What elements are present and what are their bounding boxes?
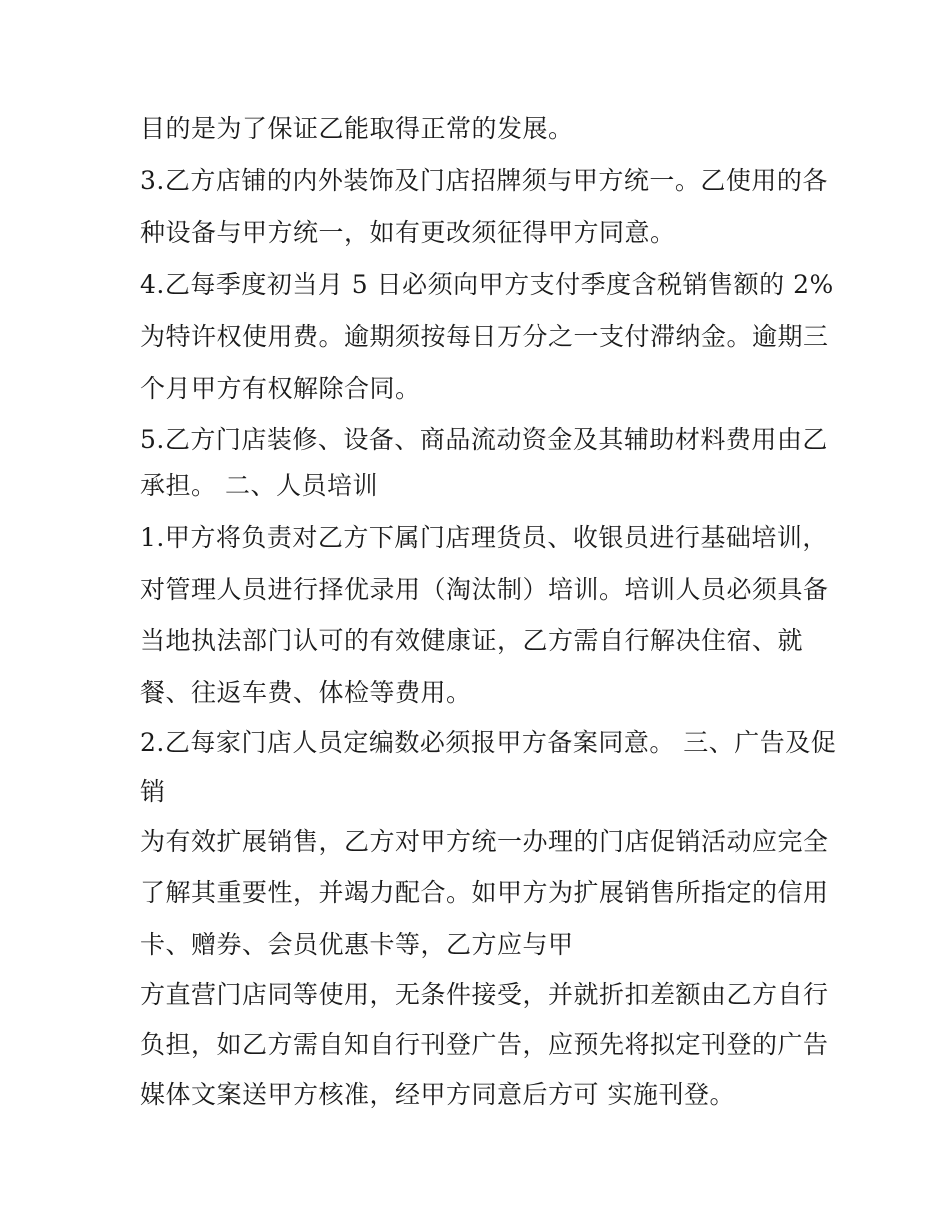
text-line: 种设备与甲方统一，如有更改须征得甲方同意。 — [140, 218, 676, 247]
text-line: 销 — [140, 777, 166, 806]
text-line: 承担。 二、人员培训 — [140, 471, 378, 500]
text-line: 目的是为了保证乙能取得正常的发展。 — [140, 114, 574, 143]
text-line: 3.乙方店铺的内外装饰及门店招牌须与甲方统一。乙使用的各 — [140, 166, 828, 195]
text-line: 卡、赠券、会员优惠卡等，乙方应与甲 — [140, 930, 574, 959]
text-line: 负担，如乙方需自知自行刊登广告，应预先将拟定刊登的广告 — [140, 1030, 829, 1059]
text-line: 1.甲方将负责对乙方下属门店理货员、收银员进行基础培训， — [140, 523, 828, 552]
text-line: 2.乙每家门店人员定编数必须报甲方备案同意。 三、广告及促 — [140, 728, 837, 757]
text-line: 方直营门店同等使用，无条件接受，并就折扣差额由乙方自行 — [140, 980, 829, 1009]
text-line: 对管理人员进行择优录用（淘汰制）培训。培训人员必须具备 — [140, 575, 829, 604]
text-line: 了解其重要性，并竭力配合。如甲方为扩展销售所指定的信用 — [140, 878, 829, 907]
text-line: 个月甲方有权解除合同。 — [140, 374, 421, 403]
text-line: 当地执法部门认可的有效健康证，乙方需自行解决住宿、就 — [140, 626, 804, 655]
text-line: 4.乙每季度初当月 5 日必须向甲方支付季度含税销售额的 2% — [140, 270, 834, 299]
text-line: 为有效扩展销售，乙方对甲方统一办理的门店促销活动应完全 — [140, 827, 829, 856]
text-line: 媒体文案送甲方核准，经甲方同意后方可 实施刊登。 — [140, 1080, 735, 1109]
text-line: 5.乙方门店装修、设备、商品流动资金及其辅助材料费用由乙 — [140, 425, 828, 454]
text-line: 餐、往返车费、体检等费用。 — [140, 678, 472, 707]
text-line: 为特许权使用费。逾期须按每日万分之一支付滞纳金。逾期三 — [140, 322, 829, 351]
